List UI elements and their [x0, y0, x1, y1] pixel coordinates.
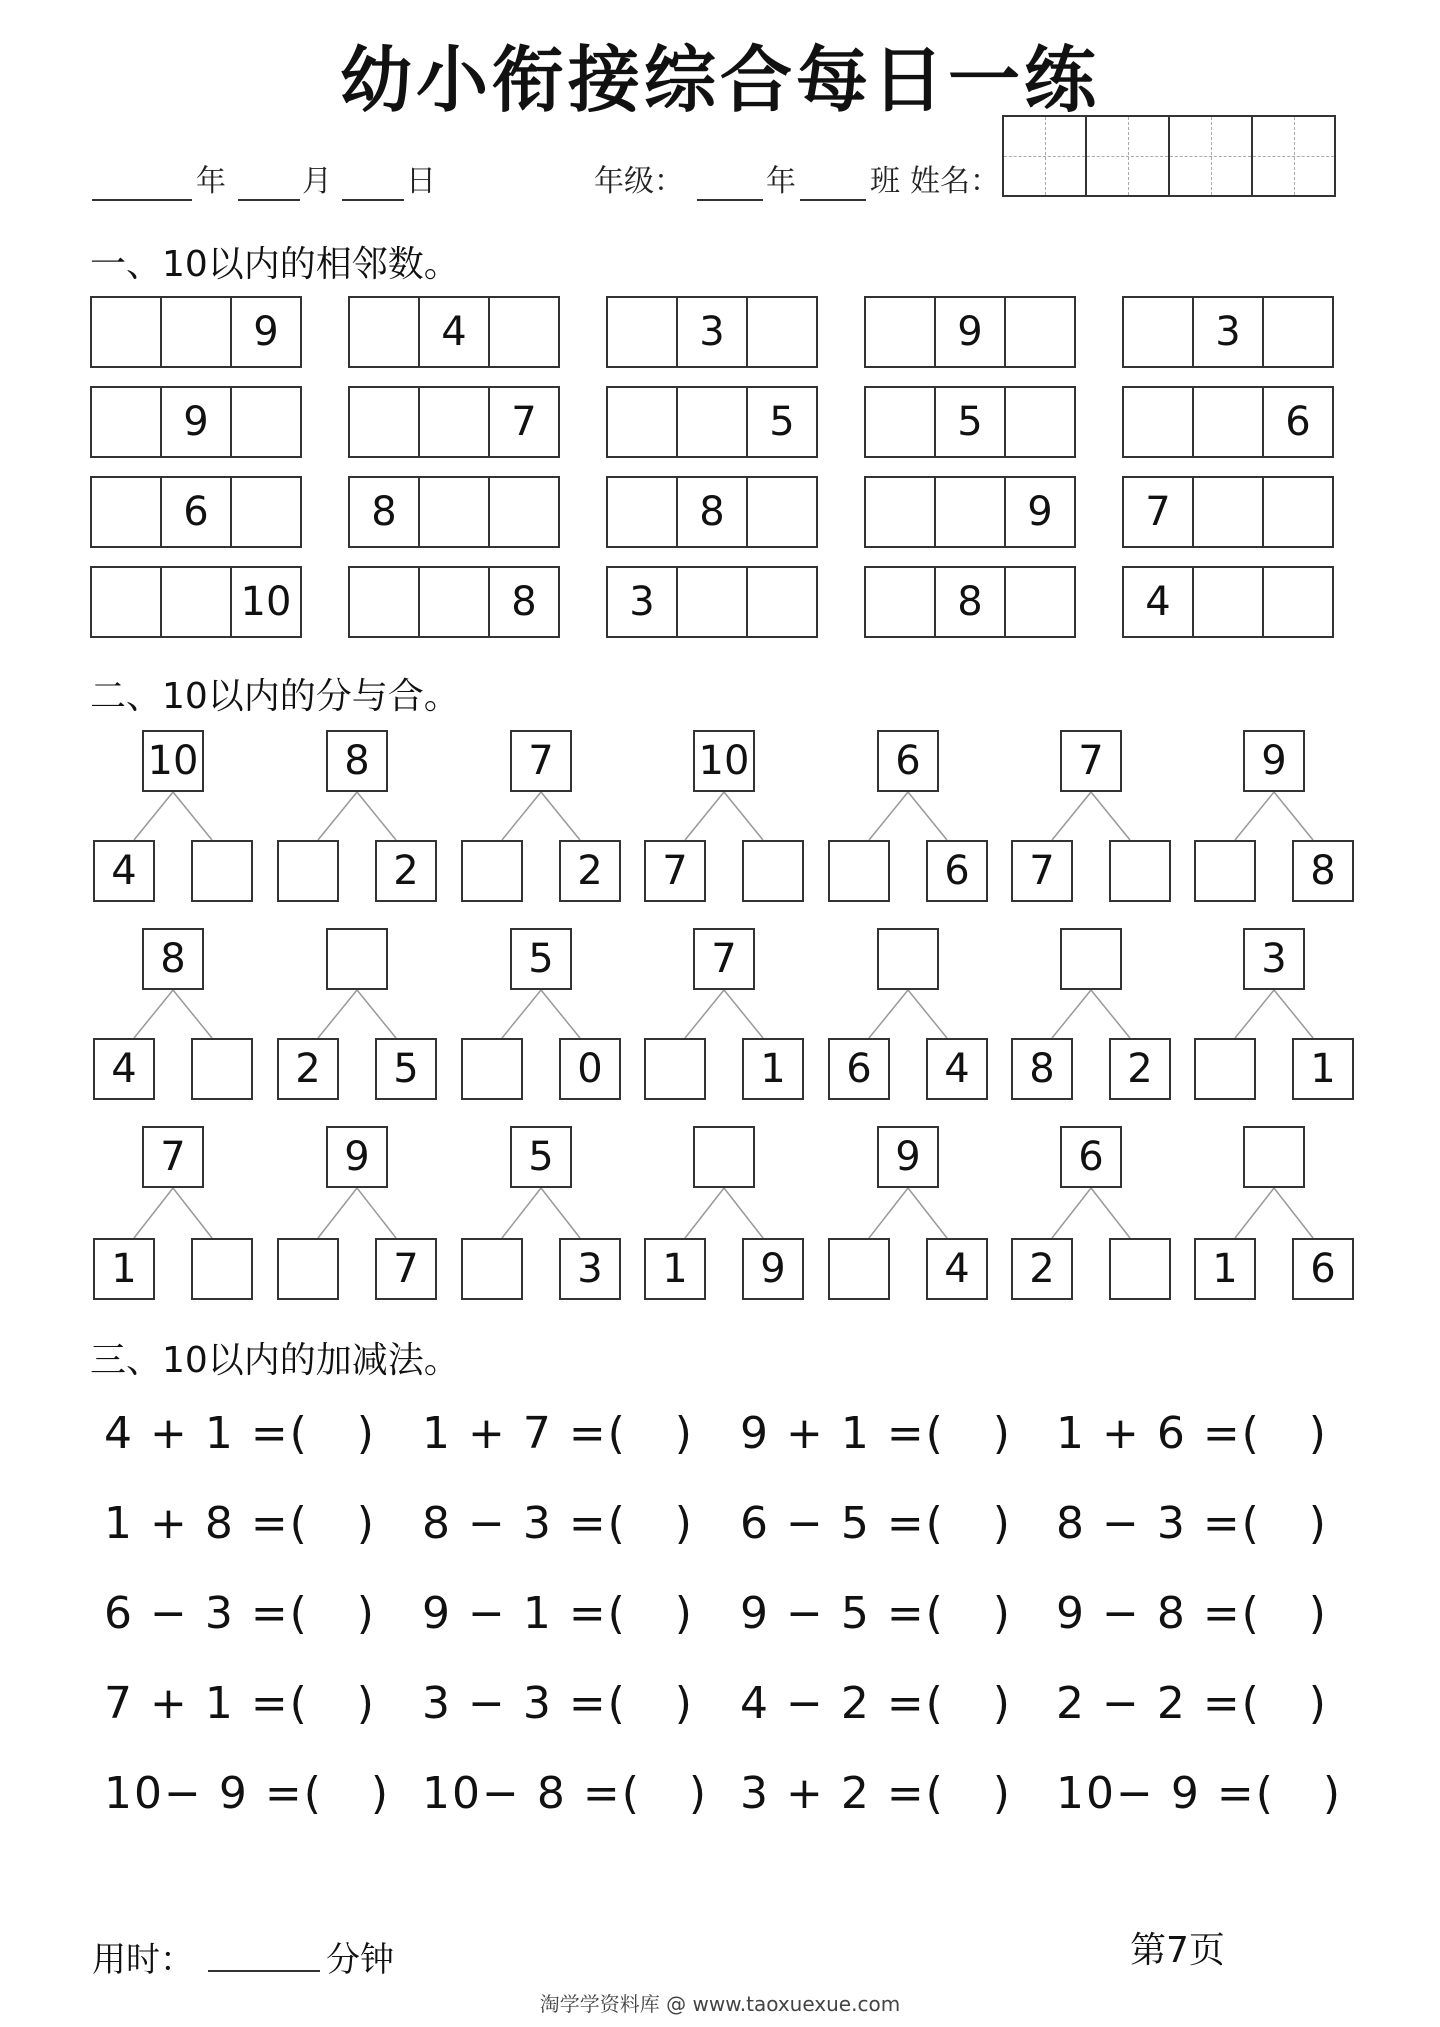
bond-left-box[interactable]: [277, 840, 339, 902]
bond-connector-line: [869, 1188, 908, 1238]
bond-right-box: 1: [1292, 1038, 1354, 1100]
bond-connector-line: [357, 990, 396, 1038]
adjacent-number-cell: 4: [418, 296, 490, 368]
bond-right-box: 4: [926, 1038, 988, 1100]
bond-connector-line: [1235, 990, 1274, 1038]
arithmetic-problem[interactable]: 9 − 1 =( ): [422, 1588, 694, 1639]
bond-total-box: 10: [693, 730, 755, 792]
bond-right-box[interactable]: [191, 1038, 253, 1100]
adjacent-number-cell: 3: [1192, 296, 1264, 368]
arithmetic-problem[interactable]: 2 − 2 =( ): [1056, 1678, 1328, 1729]
adjacent-number-cell: 9: [1004, 476, 1076, 548]
adjacent-number-cell: 6: [1262, 386, 1334, 458]
bond-left-box[interactable]: [1194, 840, 1256, 902]
bond-right-box: 7: [375, 1238, 437, 1300]
grade-year-label: 年: [766, 164, 796, 199]
bond-connector-line: [1052, 792, 1091, 840]
bond-right-box[interactable]: [1109, 840, 1171, 902]
adjacent-number-cell: 3: [606, 566, 678, 638]
bond-connector-line: [541, 990, 580, 1038]
bond-connector-line: [1091, 792, 1130, 840]
bond-total-box[interactable]: [693, 1126, 755, 1188]
bond-connector-line: [724, 990, 763, 1038]
time-label: 用时：: [92, 1940, 194, 1980]
bond-total-box: 7: [693, 928, 755, 990]
bond-total-box: 7: [510, 730, 572, 792]
bond-right-box: 8: [1292, 840, 1354, 902]
minutes-label: 分钟: [326, 1940, 394, 1980]
arithmetic-problem[interactable]: 4 + 1 =( ): [104, 1408, 376, 1459]
bond-connector-line: [869, 792, 908, 840]
grade-label: 年级：: [594, 164, 684, 199]
section2-title: 二、10以内的分与合。: [90, 676, 460, 717]
bond-right-box: 4: [926, 1238, 988, 1300]
arithmetic-problem[interactable]: 1 + 8 =( ): [104, 1498, 376, 1549]
bond-total-box[interactable]: [1243, 1126, 1305, 1188]
name-label: 姓名：: [910, 164, 1000, 199]
page-number: 第7页: [1130, 1930, 1225, 1971]
arithmetic-problem[interactable]: 9 + 1 =( ): [740, 1408, 1012, 1459]
bond-total-box: 6: [1060, 1126, 1122, 1188]
arithmetic-problem[interactable]: 8 − 3 =( ): [1056, 1498, 1328, 1549]
bond-right-box: 5: [375, 1038, 437, 1100]
bond-total-box: 6: [877, 730, 939, 792]
bond-connector-line: [1274, 1188, 1313, 1238]
adjacent-number-cell: 9: [934, 296, 1006, 368]
arithmetic-problem[interactable]: 9 − 5 =( ): [740, 1588, 1012, 1639]
bond-total-box: 9: [877, 1126, 939, 1188]
page-title: 幼小衔接综合每日一练: [339, 38, 1100, 122]
bond-right-box: 0: [559, 1038, 621, 1100]
bond-connector-line: [869, 990, 908, 1038]
bond-right-box: 6: [926, 840, 988, 902]
bond-connector-line: [1091, 1188, 1130, 1238]
bond-total-box: 9: [1243, 730, 1305, 792]
bond-total-box[interactable]: [326, 928, 388, 990]
adjacent-number-cell: 4: [1122, 566, 1194, 638]
bond-connector-line: [908, 990, 947, 1038]
adjacent-number-cell: 9: [230, 296, 302, 368]
bond-left-box[interactable]: [1194, 1038, 1256, 1100]
bond-connector-line: [502, 792, 541, 840]
adjacent-number-cell: 8: [348, 476, 420, 548]
bond-connector-line: [1052, 1188, 1091, 1238]
bond-left-box: 7: [644, 840, 706, 902]
bond-right-box: 9: [742, 1238, 804, 1300]
bond-connector-line: [1274, 792, 1313, 840]
bond-total-box: 5: [510, 1126, 572, 1188]
bond-connector-line: [685, 1188, 724, 1238]
arithmetic-problem[interactable]: 3 − 3 =( ): [422, 1678, 694, 1729]
bond-left-box: 4: [93, 1038, 155, 1100]
bond-total-box: 10: [142, 730, 204, 792]
arithmetic-problem[interactable]: 4 − 2 =( ): [740, 1678, 1012, 1729]
bond-total-box: 7: [1060, 730, 1122, 792]
bond-total-box: 7: [142, 1126, 204, 1188]
arithmetic-problem[interactable]: 10− 9 =( ): [104, 1768, 390, 1819]
arithmetic-problem[interactable]: 9 − 8 =( ): [1056, 1588, 1328, 1639]
bond-connector-line: [1091, 990, 1130, 1038]
arithmetic-problem[interactable]: 7 + 1 =( ): [104, 1678, 376, 1729]
bond-connector-line: [1235, 1188, 1274, 1238]
bond-total-box: 9: [326, 1126, 388, 1188]
adjacent-number-cell: 8: [676, 476, 748, 548]
bond-connector-line: [724, 792, 763, 840]
adjacent-number-cell: 7: [1122, 476, 1194, 548]
section1-title: 一、10以内的相邻数。: [90, 244, 460, 285]
bond-left-box[interactable]: [461, 840, 523, 902]
bond-left-box: 1: [644, 1238, 706, 1300]
bond-left-box: 2: [277, 1038, 339, 1100]
day-label: 日: [406, 164, 436, 199]
bond-connector-line: [908, 1188, 947, 1238]
bond-connector-line: [685, 990, 724, 1038]
bond-connector-line: [1052, 990, 1091, 1038]
bond-left-box: 6: [828, 1038, 890, 1100]
bond-left-box: 1: [1194, 1238, 1256, 1300]
bond-right-box: 2: [375, 840, 437, 902]
adjacent-number-cell: 7: [488, 386, 560, 458]
bond-left-box: 7: [1011, 840, 1073, 902]
bond-connector-line: [724, 1188, 763, 1238]
adjacent-number-cell: 8: [934, 566, 1006, 638]
bond-left-box[interactable]: [828, 840, 890, 902]
arithmetic-problem[interactable]: 10− 8 =( ): [422, 1768, 708, 1819]
bond-right-box[interactable]: [191, 1238, 253, 1300]
bond-connector-line: [173, 1188, 212, 1238]
bond-connector-line: [173, 990, 212, 1038]
bond-connector-line: [1274, 990, 1313, 1038]
adjacent-number-cell: 5: [934, 386, 1006, 458]
bond-connector-line: [318, 990, 357, 1038]
bond-connector-line: [134, 792, 173, 840]
arithmetic-problem[interactable]: 10− 9 =( ): [1056, 1768, 1342, 1819]
arithmetic-problem[interactable]: 6 − 5 =( ): [740, 1498, 1012, 1549]
bond-connector-line: [318, 792, 357, 840]
bond-right-box: 2: [1109, 1038, 1171, 1100]
bond-connector-line: [1235, 792, 1274, 840]
bond-total-box: 5: [510, 928, 572, 990]
bond-left-box[interactable]: [277, 1238, 339, 1300]
bond-total-box: 3: [1243, 928, 1305, 990]
adjacent-number-cell: 9: [160, 386, 232, 458]
bond-connector-line: [541, 792, 580, 840]
bond-right-box[interactable]: [742, 840, 804, 902]
arithmetic-problem[interactable]: 1 + 6 =( ): [1056, 1408, 1328, 1459]
time-blank[interactable]: [208, 1934, 320, 1972]
adjacent-number-cell: 3: [676, 296, 748, 368]
bond-connector-line: [134, 990, 173, 1038]
bond-left-box: 2: [1011, 1238, 1073, 1300]
bond-left-box[interactable]: [828, 1238, 890, 1300]
bond-right-box: 3: [559, 1238, 621, 1300]
arithmetic-problem[interactable]: 3 + 2 =( ): [740, 1768, 1012, 1819]
bond-total-box: 8: [326, 730, 388, 792]
bond-left-box[interactable]: [644, 1038, 706, 1100]
bond-connector-line: [357, 792, 396, 840]
bond-right-box: 2: [559, 840, 621, 902]
section3-title: 三、10以内的加减法。: [90, 1340, 460, 1381]
arithmetic-problem[interactable]: 1 + 7 =( ): [422, 1408, 694, 1459]
bond-left-box: 1: [93, 1238, 155, 1300]
bond-right-box: 1: [742, 1038, 804, 1100]
bond-right-box[interactable]: [191, 840, 253, 902]
arithmetic-problem[interactable]: 6 − 3 =( ): [104, 1588, 376, 1639]
bond-connector-line: [685, 792, 724, 840]
bond-left-box: 8: [1011, 1038, 1073, 1100]
adjacent-number-cell: 10: [230, 566, 302, 638]
bond-left-box[interactable]: [461, 1038, 523, 1100]
class-label: 班: [870, 164, 900, 199]
arithmetic-problem[interactable]: 8 − 3 =( ): [422, 1498, 694, 1549]
bond-connector-line: [134, 1188, 173, 1238]
year-label: 年: [196, 164, 226, 199]
adjacent-number-cell: 5: [746, 386, 818, 458]
bond-connector-line: [502, 990, 541, 1038]
bond-total-box: 8: [142, 928, 204, 990]
bond-left-box: 4: [93, 840, 155, 902]
bond-total-box[interactable]: [877, 928, 939, 990]
watermark: 淘学学资料库 @ www.taoxuexue.com: [539, 1992, 901, 2016]
bond-connector-line: [318, 1188, 357, 1238]
bond-right-box: 6: [1292, 1238, 1354, 1300]
bond-right-box[interactable]: [1109, 1238, 1171, 1300]
bond-connector-line: [502, 1188, 541, 1238]
month-label: 月: [302, 164, 332, 199]
bond-connector-line: [357, 1188, 396, 1238]
adjacent-number-cell: 8: [488, 566, 560, 638]
bond-total-box[interactable]: [1060, 928, 1122, 990]
bond-connector-line: [908, 792, 947, 840]
bond-connector-line: [173, 792, 212, 840]
bond-connector-line: [541, 1188, 580, 1238]
adjacent-number-cell: 6: [160, 476, 232, 548]
bond-left-box[interactable]: [461, 1238, 523, 1300]
